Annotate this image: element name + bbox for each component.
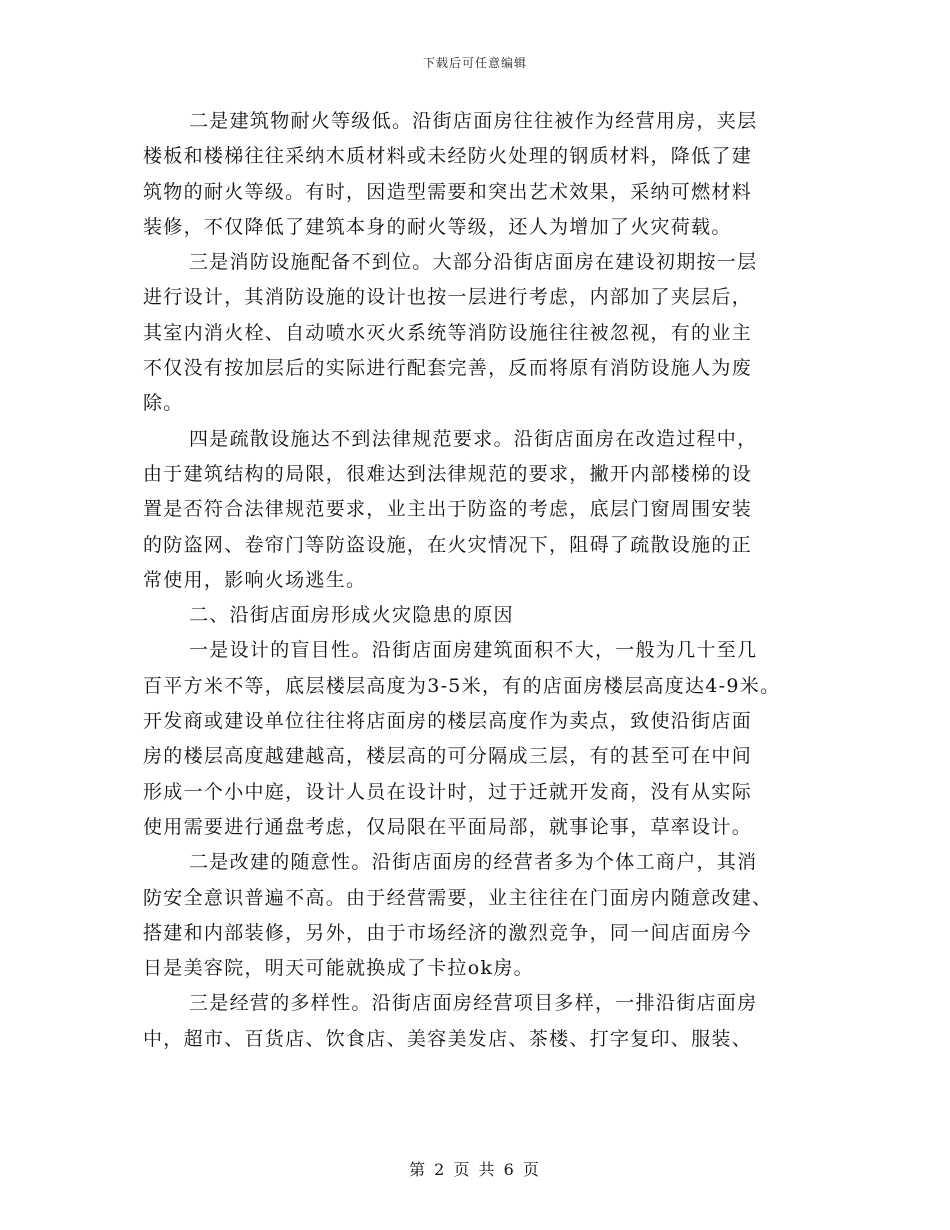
text-line: 的防盗网、卷帘门等防盗设施，在火灾情况下，阻碍了疏散设施的正 (143, 533, 753, 556)
text-line: 使用需要进行通盘考虑，仅局限在平面局部，就事论事，草率设计。 (143, 815, 753, 838)
page-header-note: 下载后可任意编辑 (422, 56, 527, 70)
text-line: 三是经营的多样性。沿街店面房经营项目多样，一排沿街店面房 (189, 992, 758, 1015)
text-line: 除。 (143, 392, 184, 415)
text-line: 四是疏散设施达不到法律规范要求。沿街店面房在改造过程中， (189, 427, 758, 450)
text-line: 搭建和内部装修，另外，由于市场经济的激烈竞争，同一间店面房今 (143, 921, 753, 944)
text-line: 日是美容院，明天可能就换成了卡拉ok房。 (143, 957, 534, 980)
text-line: 一是设计的盲目性。沿街店面房建筑面积不大，一般为几十至几 (189, 639, 758, 662)
page-number-footer: 第 2 页 共 6 页 (409, 1160, 541, 1179)
text-line: 其室内消火栓、自动喷水灭火系统等消防设施往往被忽视，有的业主 (143, 321, 753, 344)
text-line: 中，超市、百货店、饮食店、美容美发店、茶楼、打字复印、服装、 (143, 1027, 753, 1050)
text-line: 常使用，影响火场逃生。 (143, 568, 367, 591)
text-line: 楼板和楼梯往往采纳木质材料或未经防火处理的钢质材料，降低了建 (143, 145, 753, 168)
text-line: 进行设计，其消防设施的设计也按一层进行考虑，内部加了夹层后， (143, 286, 753, 309)
text-line: 开发商或建设单位往往将店面房的楼层高度作为卖点，致使沿街店面 (143, 710, 753, 733)
text-line: 房的楼层高度越建越高，楼层高的可分隔成三层，有的甚至可在中间 (143, 745, 753, 768)
text-line: 形成一个小中庭，设计人员在设计时，过于迁就开发商，没有从实际 (143, 780, 753, 803)
document-body (143, 104, 813, 1057)
text-line: 由于建筑结构的局限，很难达到法律规范的要求，撇开内部楼梯的设 (143, 462, 753, 485)
text-line: 三是消防设施配备不到位。大部分沿街店面房在建设初期按一层 (189, 251, 758, 274)
text-line: 二是改建的随意性。沿街店面房的经营者多为个体工商户，其消 (189, 851, 758, 874)
text-line: 置是否符合法律规范要求，业主出于防盗的考虑，底层门窗周围安装 (143, 498, 753, 521)
text-line: 防安全意识普遍不高。由于经营需要，业主往往在门面房内随意改建、 (143, 886, 773, 909)
text-line: 装修，不仅降低了建筑本身的耐火等级，还人为增加了火灾荷载。 (143, 215, 732, 238)
text-line: 不仅没有按加层后的实际进行配套完善，反而将原有消防设施人为废 (143, 357, 753, 380)
text-line: 百平方米不等，底层楼层高度为3-5米，有的店面房楼层高度达4-9米。 (143, 674, 781, 697)
text-line: 筑物的耐火等级。有时，因造型需要和突出艺术效果，采纳可燃材料 (143, 180, 753, 203)
text-line: 二是建筑物耐火等级低。沿街店面房往往被作为经营用房，夹层 (189, 110, 758, 132)
text-line: 二、沿街店面房形成火灾隐患的原因 (189, 604, 514, 627)
